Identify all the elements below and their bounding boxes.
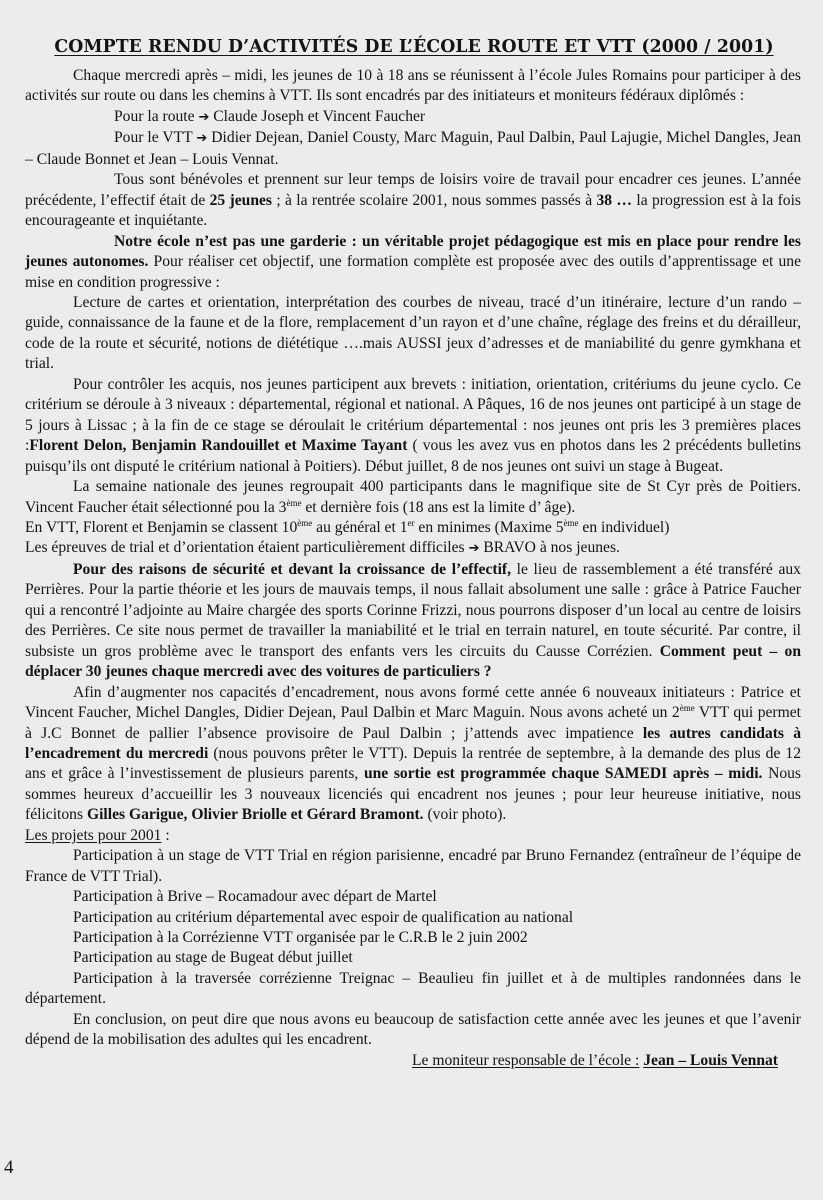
superscript: ème (679, 702, 695, 713)
controle-paragraph (25, 375, 801, 477)
semaine-epreuves-line (25, 538, 801, 559)
benevoles-text-2: ; à la rentrée scolaire 2001, nous sommes passés à (272, 191, 597, 209)
list-item: Participation à la traversée corrézienne Treignac – Beaulieu fin juillet et à de multiples randonnées dans le département. (25, 969, 801, 1008)
superscript: ème (286, 497, 302, 508)
afin-text-1: Afin d’augmenter nos capacités d’encadrement, nous avons formé cette année 6 nouveaux initiateurs : Patrice et Vincent Faucher, Michel Dangles, Didier Dejean, Paul Dalbin et Marc Maguin. Nous avons acheté un 2 (25, 683, 801, 722)
controle-text-1: Pour contrôler les acquis, nos jeunes participent aux brevets : initiation, orientation, critériums du jeune cyclo. Ce critérium se déroule à 3 niveaux : départemental, régional et national. A Pâques, 16 de nos jeunes ont participé à un stage de 5 jours à Lissac ; à la fin de ce stage se déroulait le critérium départemental : nos jeunes ont pris les 3 premières places : (25, 375, 801, 455)
semaine-text-1: La semaine nationale des jeunes regroupait 400 participants dans le magnifique site de St Cyr près de Poitiers. Vincent Faucher était sélectionné pou la 3 (25, 478, 801, 516)
page-number: 4 (4, 1157, 14, 1178)
list-item: Participation à un stage de VTT Trial en région parisienne, encadré par Bruno Fernandez (entraîneur de l’équipe de France de VTT Trial). (25, 847, 801, 885)
garderie-bold: Notre école n’est pas une garderie : un véritable projet pédagogique est mis en place pour rendre les jeunes autonomes. (25, 232, 801, 271)
securite-paragraph (25, 560, 801, 683)
securite-bold: Pour des raisons de sécurité et devant la croissance de l’effectif, (73, 560, 511, 578)
afin-text-4: Nous sommes heureux d’accueillir les 3 nouveaux licenciés qui encadrent nos jeunes ; pour leur heureuse initiative, nous félicitons (25, 765, 801, 824)
list-item: Participation à la Corrézienne VTT organisée par le C.R.B le 2 juin 2002 (73, 929, 528, 947)
list-item: Participation à Brive – Rocamadour avec départ de Martel (73, 888, 437, 906)
semaine-text-5: en minimes (Maxime 5 (414, 518, 564, 536)
garderie-text: Pour réaliser cet objectif, une formation complète est proposée avec des outils d’apprentissage et une mise en condition progressive : (25, 253, 801, 291)
afin-bold-2: une sortie est programmée chaque SAMEDI après – midi. (363, 765, 763, 783)
route-label: Pour la route (114, 107, 195, 125)
signature-name: Jean – Louis Vennat (643, 1051, 778, 1069)
list-item: Participation au stage de Bugeat début juillet (73, 949, 353, 967)
afin-text-2: VTT qui permet à J.C Bonnet de pallier l’absence provisoire de Paul Dalbin ; j’attends avec impatience (25, 704, 801, 742)
benevoles-count-2000: 25 jeunes (209, 191, 272, 209)
afin-bold-1: les autres candidats à l’encadrement du mercredi (25, 724, 802, 762)
vtt-names: Didier Dejean, Daniel Cousty, Marc Maguin, Paul Dalbin, Paul Lajugie, Michel Dangles, Jean – Claude Bonnet et Jean – Louis Vennat. (25, 129, 802, 168)
arrow-right-icon: ➔ (198, 109, 210, 125)
afin-text-5: (voir photo). (423, 806, 507, 824)
superscript: ème (563, 517, 579, 528)
signature-label: Le moniteur responsable de l’école : (412, 1051, 640, 1069)
conclusion-paragraph: En conclusion, on peut dire que nous avons eu beaucoup de satisfaction cette année avec les jeunes et que l’avenir dépend de la mobilisation des adultes qui les encadrent. (25, 1010, 801, 1049)
projets-heading: Les projets pour 2001 (25, 826, 162, 844)
semaine-vtt-line (25, 518, 801, 538)
afin-text-3: (nous pouvons prêter le VTT). Depuis la rentrée de septembre, à la demande des plus de 12 ans et grâce à l’investissement de plusieurs parents, (25, 744, 801, 783)
arrow-right-icon: ➔ (468, 541, 480, 557)
benevoles-text-1: Tous sont bénévoles et prennent sur leur temps de loisirs voire de travail pour encadrer ces jeunes. L’année précédente, l’effectif était de (25, 171, 801, 209)
benevoles-paragraph (25, 170, 801, 231)
route-names: Claude Joseph et Vincent Faucher (213, 107, 426, 125)
vtt-line (25, 128, 801, 170)
semaine-paragraph (25, 477, 801, 518)
afin-bold-3: Gilles Garigue, Olivier Briolle et Gérard Bramont. (86, 806, 424, 824)
superscript: ème (297, 517, 313, 528)
arrow-right-icon: ➔ (196, 131, 208, 147)
securite-text: le lieu de rassemblement a été transféré aux Perrières. Pour la partie théorie et les jours de mauvais temps, il nous fallait absolument une salle : grâce à Patrice Faucher qui a rencontré l’adjointe au Maire chargée des sports Corinne Frizzi, nous pourrons disposer d’un local au centre de loisirs des Perrières. Ce site nous permet de travailler la maniabilité et le trial en terrain naturel, en toute sécurité. Par contre, il subsiste un gros problème avec le transport des enfants vers les circuits du Causse Corrézien. (25, 560, 801, 660)
semaine-text-4: au général et 1 (312, 518, 408, 536)
semaine-text-2: et dernière fois (18 ans est la limite d’ âge). (301, 498, 576, 516)
projets-colon: : (161, 826, 170, 844)
intro-paragraph: Chaque mercredi après – midi, les jeunes de 10 à 18 ans se réunissent à l’école Jules Romains pour participer à des activités sur route ou dans les chemins à VTT. Ils sont encadrés par des initiateurs et moniteurs fédéraux diplômés : (25, 67, 801, 105)
superscript: er (407, 517, 415, 528)
semaine-text-7: Les épreuves de trial et d’orientation étaient particulièrement difficiles (25, 539, 465, 557)
semaine-text-3: En VTT, Florent et Benjamin se classent 10 (25, 518, 298, 536)
controle-text-2: ( vous les avez vus en photos dans les 2 précédents bulletins puisqu’ils ont disputé le critérium national à Poitiers). Début juillet, 8 de nos jeunes ont suivi un stage à Bugeat. (25, 437, 801, 475)
projets-heading-line (25, 826, 801, 846)
controle-winners: Florent Delon, Benjamin Randouillet et Maxime Tayant (29, 437, 408, 455)
page-title: COMPTE RENDU D’ACTIVITÉS DE L’ÉCOLE ROUTE ET VTT (2000 / 2001) (54, 37, 774, 57)
projets-list (25, 846, 801, 1010)
semaine-text-6: en individuel) (578, 518, 670, 536)
semaine-text-8: BRAVO à nos jeunes. (483, 539, 620, 557)
list-item: Participation au critérium départemental avec espoir de qualification au national (73, 908, 574, 926)
route-line (25, 107, 801, 128)
article-body (25, 66, 801, 1071)
signature-line (25, 1051, 801, 1071)
garderie-paragraph (25, 232, 801, 293)
benevoles-count-2001: 38 … (596, 191, 633, 209)
vtt-label: Pour le VTT (114, 129, 193, 147)
benevoles-text-3: la progression est à la fois encourageante et inquiétante. (25, 191, 801, 230)
afin-paragraph (25, 683, 801, 826)
securite-question: Comment peut – on déplacer 30 jeunes chaque mercredi avec des voitures de particuliers ? (25, 642, 802, 681)
lecture-paragraph: Lecture de cartes et orientation, interprétation des courbes de niveau, tracé d’un itinéraire, lecture d’un rando – guide, connaissance de la faune et de la flore, remplacement d’un rayon et d’une chaîne, réglage des freins et du dérailleur, code de la route et sécurité, notions de diététique ….mais AUSSI jeux d’adresses et de maniabilité du genre gymkhana et trial. (25, 293, 801, 373)
